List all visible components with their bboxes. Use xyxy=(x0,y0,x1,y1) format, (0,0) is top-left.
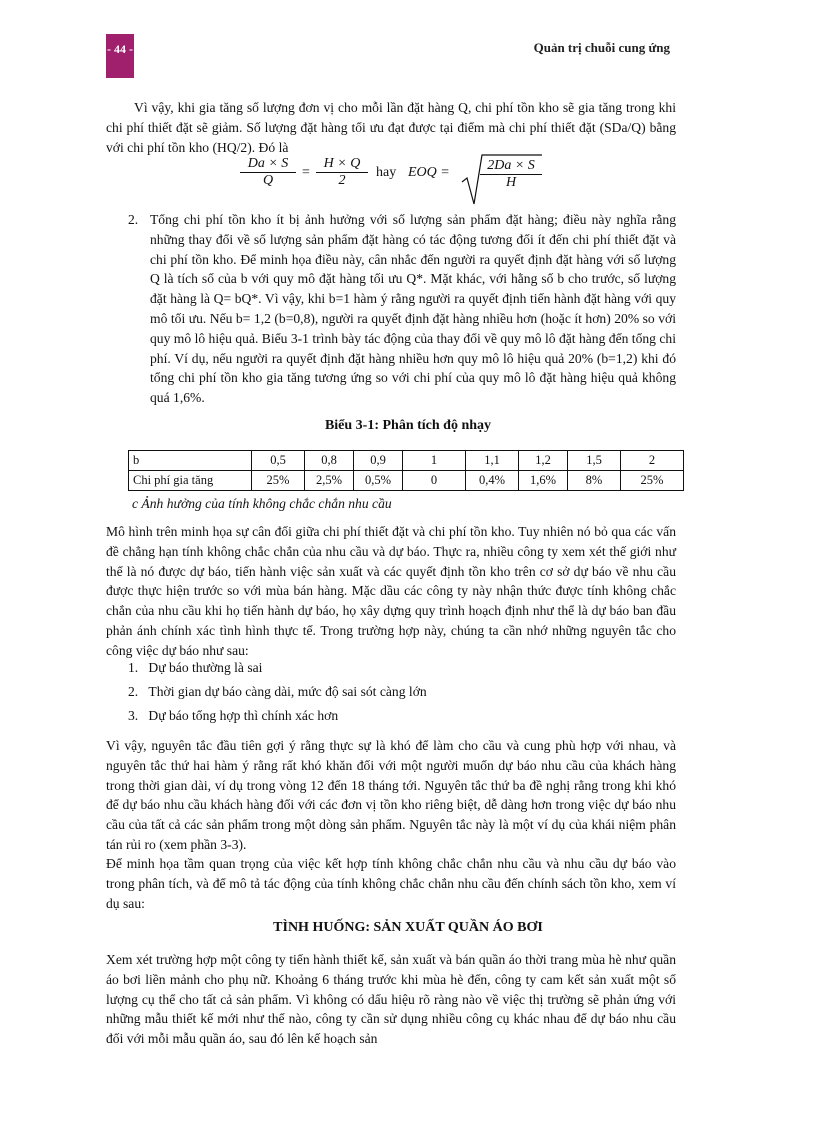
table-cell: 0,4% xyxy=(466,471,519,491)
table-cell: 1,6% xyxy=(519,471,568,491)
table-cell: 0 xyxy=(403,471,466,491)
table-cell: 0,8 xyxy=(305,451,354,471)
table-cell: 8% xyxy=(568,471,621,491)
point-2-text: Tổng chi phí tồn kho ít bị ảnh hưởng với số lượng sản phẩm đặt hàng; điều này nghĩa rằng những thay đổi về số lượng sản phẩm đặt hàng có tác động tương đối ít đến chi phí thiết đặt và chi phí tồn kho. Để minh họa điều này, cân nhắc đến người ra quyết định đặt hàng với số lượng Q là tích số của b với quy mô đặt hàng tối ưu Q*. Mặt khác, với hằng số b cho trước, số lượng đặt hàng là Q= bQ*. Vì vậy, khi b=1 hàm ý rằng người ra quyết định tiến hành đặt hàng với quy mô tối ưu. Nếu b= 1,2 (b=0,8), người ra quyết định đặt hàng nhiều hơn (hoặc ít hơn) 20% so với quy mô lô hiệu quả. Biểu 3-1 trình bày tác động của thay đổi về quy mô lô đặt hàng đến tổng chi phí. Ví dụ, nếu người ra quyết định đặt hàng nhiều hơn quy mô lô hiệu quả 20% (b=1,2) khi đó tổng chi phí tồn kho gia tăng tương ứng so với chi phí của quy mô lô đặt hàng hiệu quả không quá 1,6%. xyxy=(150,212,676,406)
table-cell: 2,5% xyxy=(305,471,354,491)
point-2-number: 2. xyxy=(128,212,139,227)
table-cell: 0,9 xyxy=(354,451,403,471)
illustrate-paragraph: Để minh họa tầm quan trọng của việc kết hợp tính không chắc chắn nhu cầu và nhu cầu dự báo vào trong phân tích, và để mô tả tác động của tính không chắc chắn nhu cầu đến chính sách tồn kho, xem ví dụ sau: xyxy=(106,856,676,911)
model-paragraph: Mô hình trên minh họa sự cân đối giữa chi phí thiết đặt và chi phí tồn kho. Tuy nhiên nó bỏ qua các vấn đề chẳng hạn tính không chắc chắn của nhu cầu và dự báo. Thực ra, nhiều công ty xem xét thế giới như thể là nó được dự báo, tiến hành việc sản xuất và các quyết định tồn kho trên cơ sở dự báo về nhu cầu được thực hiện trước so với mùa bán hàng. Mặc dầu các công ty này nhận thức được tính không chắc chắn của nhu cầu khi họ tiến hành dự báo, họ xây dựng quy trình hoạch định như thể là dự báo ban đầu phản ánh chính xác tình hình thực tế. Trong trường hợp này, chúng ta cần nhớ những nguyên tắc cho công việc dự báo như sau: xyxy=(106,524,676,658)
page-number-badge: - 44 - xyxy=(106,34,134,78)
principle-item: 2. Thời gian dự báo càng dài, mức độ sai sót càng lớn xyxy=(128,684,427,699)
principle-item: 3. Dự báo tổng hợp thì chính xác hơn xyxy=(128,708,339,723)
sensitivity-table xyxy=(128,450,684,491)
row-label: Chi phí gia tăng xyxy=(129,471,252,491)
table-cell: 0,5 xyxy=(252,451,305,471)
table-cell: 1 xyxy=(403,451,466,471)
case-paragraph: Xem xét trường hợp một công ty tiến hành thiết kế, sản xuất và bán quần áo thời trang mùa hè như quần áo bơi liền mảnh cho phụ nữ. Khoảng 6 tháng trước khi mùa hè đến, công ty cam kết sản xuất một số lượng cụ thể cho tất cả sản phẩm. Vì không có dấu hiệu rõ ràng nào về việc thị trường sẽ phản ứng với những mẫu thiết kế mới như thế nào, công ty cần sử dụng nhiều công cụ khác nhau để dự báo nhu cầu đối với mỗi mẫu quần áo, sau đó lên kế hoạch sản xyxy=(106,952,676,1047)
table-cell: 1,2 xyxy=(519,451,568,471)
principles-paragraph: Vì vậy, nguyên tắc đầu tiên gợi ý rằng thực sự là khó để làm cho cầu và cung phù hợp với nhau, và nguyên tắc thứ hai hàm ý rằng rất khó khăn đối với một người muốn dự báo nhu cầu của khách hàng trong thời gian dài, ví dụ trong vòng 12 đến 18 tháng tới. Nguyên tắc thứ ba đề nghị rằng trong khi khó để dự báo nhu cầu khách hàng đối với các đơn vị tồn kho riêng biệt, dễ dàng hơn trong việc dự báo nhu cầu của tất cả các sản phẩm trong một dòng sản phẩm. Nguyên tắc này là một ví dụ của khái niệm phân tán rủi ro (xem phần 3-3). xyxy=(106,738,676,852)
table-cell: 1,1 xyxy=(466,451,519,471)
table-cell: 25% xyxy=(252,471,305,491)
running-title: Quản trị chuỗi cung ứng xyxy=(533,40,670,55)
subheading: c Ảnh hưởng của tính không chắc chắn nhu cầu xyxy=(132,496,392,511)
intro-paragraph: Vì vậy, khi gia tăng số lượng đơn vị cho mỗi lần đặt hàng Q, chi phí tồn kho sẽ gia tăng trong khi chi phí thiết đặt sẽ giảm. Số lượng đặt hàng tối ưu đạt được tại điểm mà chi phí thiết đặt (SDa/Q) bằng với chi phí tồn kho (HQ/2). Đó là xyxy=(106,100,676,155)
formula-rhs: $\frac{2Da \times S}{H}$ xyxy=(480,158,542,191)
formula-mid: $\frac{H \times Q}{2}$ xyxy=(316,156,368,189)
formula-eoq: EOQ = xyxy=(408,165,450,180)
eoq-formula xyxy=(240,156,540,208)
formula-equals: = xyxy=(302,165,310,180)
table-cell: 0,5% xyxy=(354,471,403,491)
table-row-cost xyxy=(129,471,684,491)
table-cell: 25% xyxy=(621,471,684,491)
row-label: b xyxy=(129,451,252,471)
formula-connector: hay xyxy=(376,165,397,180)
table-row-b xyxy=(129,451,684,471)
point-2 xyxy=(128,210,676,408)
table-cell: 2 xyxy=(621,451,684,471)
table-title: Biểu 3-1: Phân tích độ nhạy xyxy=(324,418,492,433)
principle-item: 1. Dự báo thường là sai xyxy=(128,660,263,675)
formula-lhs: $\frac{Da \times S}{Q}$ xyxy=(240,156,296,189)
case-title: TÌNH HUỐNG: SẢN XUẤT QUẦN ÁO BƠI xyxy=(273,920,543,935)
table-cell: 1,5 xyxy=(568,451,621,471)
